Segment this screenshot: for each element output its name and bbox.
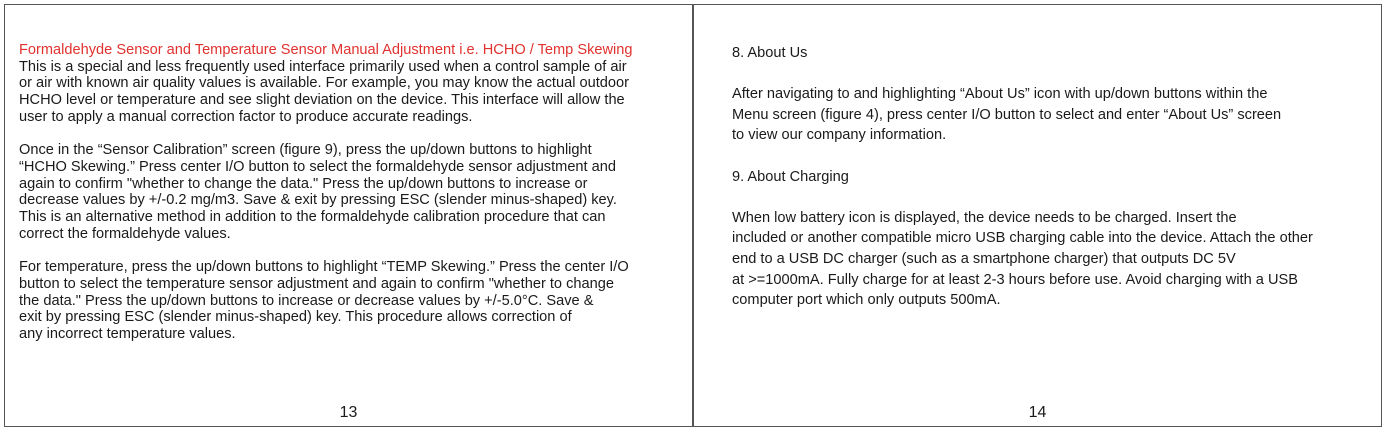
paragraph-line: end to a USB DC charger (such as a smartphone charger) that outputs DC 5V (732, 250, 1236, 267)
paragraph-line: Menu screen (figure 4), press center I/O button to select and enter “About Us” screen (732, 106, 1282, 123)
paragraph-line: HCHO level or temperature and see slight deviation on the device. This interface will allow the (19, 92, 625, 109)
paragraph-line: or air with known air quality values is available. For example, you may know the actual outdoor (19, 75, 629, 92)
page-14 (693, 4, 1382, 427)
paragraph-line: button to select the temperature sensor adjustment and again to confirm "whether to change (19, 275, 614, 292)
paragraph-gap (732, 187, 1372, 208)
page-14-content (732, 43, 1372, 311)
paragraph-line: After navigating to and highlighting “About Us” icon with up/down buttons within the (732, 86, 1268, 103)
paragraph-line: computer port which only outputs 500mA. (732, 292, 1001, 309)
section-heading-about-us: 8. About Us (732, 45, 808, 61)
paragraph-line: user to apply a manual correction factor to produce accurate readings. (19, 108, 473, 125)
page-13 (4, 4, 693, 427)
paragraph-gap (732, 146, 1372, 167)
paragraph-line: at >=1000mA. Fully charge for at least 2-3 hours before use. Avoid charging with a USB (732, 271, 1298, 288)
page-number: 14 (1028, 404, 1047, 421)
paragraph-line: This is a special and less frequently used interface primarily used when a control sample of air (19, 58, 627, 75)
paragraph-line: to view our company information. (732, 127, 947, 144)
paragraph-line: the data." Press the up/down buttons to increase or decrease values by +/-5.0°C. Save & (19, 292, 594, 309)
paragraph-gap (19, 126, 689, 143)
paragraph-gap (19, 242, 689, 259)
paragraph-line: When low battery icon is displayed, the device needs to be charged. Insert the (732, 209, 1237, 226)
paragraph-line: again to confirm "whether to change the data." Press the up/down buttons to increase or (19, 175, 588, 192)
paragraph-line: This is an alternative method in addition to the formaldehyde calibration procedure that can (19, 209, 606, 226)
paragraph-line: any incorrect temperature values. (19, 325, 236, 342)
paragraph-line: correct the formaldehyde values. (19, 225, 231, 242)
page-number: 13 (339, 404, 358, 421)
paragraph-line: Once in the “Sensor Calibration” screen (figure 9), press the up/down buttons to highlight (19, 142, 592, 159)
section-heading-about-charging: 9. About Charging (732, 168, 849, 185)
paragraph-line: exit by pressing ESC (slender minus-shaped) key. This procedure allows correction of (19, 309, 572, 326)
paragraph-line: decrease values by +/-0.2 mg/m3. Save & exit by pressing ESC (slender minus-shaped) key. (19, 192, 617, 209)
section-heading-skewing: Formaldehyde Sensor and Temperature Sensor Manual Adjustment i.e. HCHO / Temp Skewing (19, 42, 633, 58)
paragraph-line: For temperature, press the up/down buttons to highlight “TEMP Skewing.” Press the center I/O (19, 259, 629, 276)
page-13-content (19, 42, 689, 343)
paragraph-line: “HCHO Skewing.” Press center I/O button to select the formaldehyde sensor adjustment and (19, 158, 617, 175)
paragraph-gap (732, 64, 1372, 85)
paragraph-line: included or another compatible micro USB charging cable into the device. Attach the other (732, 230, 1313, 247)
